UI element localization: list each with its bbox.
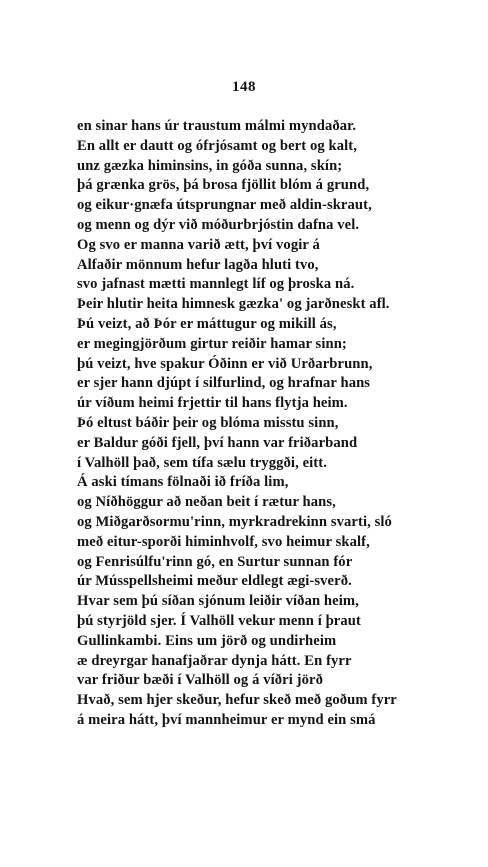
text-line: og Níðhöggur að neðan beit í rætur hans, (77, 494, 336, 511)
text-line: unz gæzka himinsins, in góða sunna, skín; (77, 157, 343, 174)
text-line: Alfaðir mönnum hefur lagða hluti tvo, (77, 256, 319, 273)
text-line: og eikur·gnæfa útsprungnar með aldin-skraut, (77, 197, 372, 214)
poem-text-block (77, 117, 472, 731)
text-line: er Baldur góði fjell, því hann var friðarband (77, 434, 358, 451)
text-line: Gullinkambi. Eins um jörð og undirheim (77, 632, 337, 649)
text-line: og Fenrisúlfu'rinn gó, en Surtur sunnan fór (77, 553, 353, 570)
text-line: æ dreyrgar hanafjaðrar dynja hátt. En fyrr (77, 652, 352, 669)
text-line: Hvar sem þú síðan sjónum leiðir víðan heim, (77, 593, 359, 610)
text-line: er megingjörðum girtur reiðir hamar sinn; (77, 335, 347, 352)
text-line: er sjer hann djúpt í silfurlind, og hrafnar hans (77, 375, 371, 392)
text-line: þú styrjöld sjer. Í Valhöll vekur menn í þraut (77, 612, 361, 629)
text-line: í Valhöll það, sem tífa sælu tryggði, eitt. (77, 454, 327, 471)
text-line: en sinar hans úr traustum málmi myndaðar. (77, 118, 357, 134)
text-line: Þó eltust báðir þeir og blóma misstu sinn, (77, 414, 339, 431)
text-line: Þú veizt, að Þór er máttugur og mikill ás, (77, 315, 337, 332)
text-line: og menn og dýr við móðurbrjóstin dafna vel. (77, 216, 360, 233)
text-line: Og svo er manna varið ætt, því vogir á (77, 236, 320, 253)
text-line: Hvað, sem hjer skeður, hefur skeð með goðum fyrr (77, 692, 397, 709)
page-number: 148 (232, 79, 256, 95)
text-line: úr víðum heimi frjettir til hans flytja heim. (77, 395, 348, 412)
text-line: þú veizt, hve spakur Óðinn er við Urðarbrunn, (77, 355, 373, 372)
text-line: Á aski tímans fölnaði ið fríða lim, (77, 474, 289, 491)
text-line: svo jafnast mætti mannlegt líf og þroska ná. (77, 276, 355, 293)
text-line: var friður bæði í Valhöll og á víðri jörð (77, 672, 323, 689)
text-line: og Miðgarðsormu'rinn, myrkradrekinn svarti, sló (77, 513, 392, 530)
text-line: En allt er dautt og ófrjósamt og bert og kalt, (77, 137, 357, 154)
text-line: þá grænka grös, þá brosa fjöllit blóm á grund, (77, 177, 370, 194)
text-line: úr Músspellsheimi meður eldlegt ægi-sverð. (77, 573, 352, 590)
text-line: Þeir hlutir heita himnesk gæzka' og jarðneskt afl. (77, 296, 390, 313)
text-line: á meira hátt, því mannheimur er mynd ein smá (77, 711, 376, 728)
text-line: með eitur-sporði himinhvolf, svo heimur skalf, (77, 533, 370, 550)
